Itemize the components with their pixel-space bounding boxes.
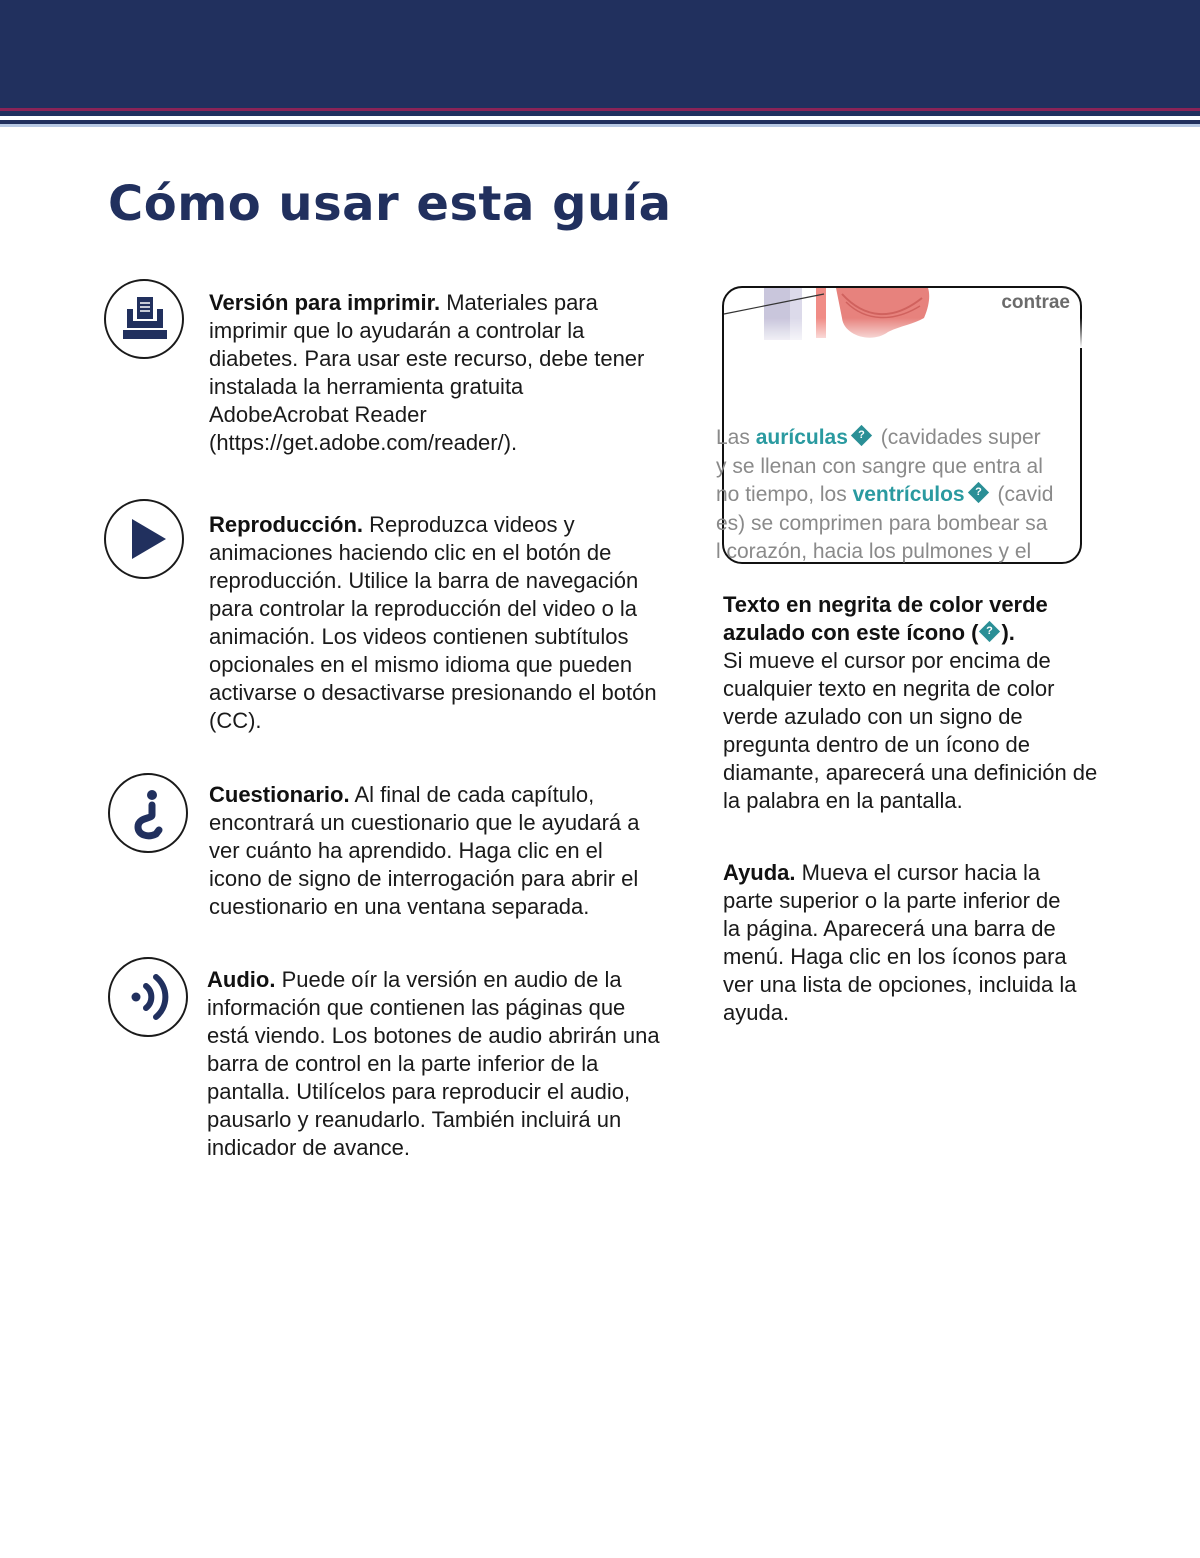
feature-playback-text: Reproduzca videos y animaciones haciendo clic en el botón de reproducción. Utilice la barra de navegación para controlar la reproducción del video o la animación. Los videos contienen subtítulos opcionales en el mismo idioma que pueden activarse o desactivarse presionando el botón (CC). — [209, 512, 657, 733]
feature-help-label: Ayuda. — [723, 860, 796, 885]
feature-playback — [209, 511, 659, 735]
feature-print — [209, 289, 659, 457]
feature-audio-text: Puede oír la versión en audio de la información que contienen las páginas que está viendo. Los botones de audio abrirán una barra de control en la parte inferior de la pantalla. Utilícelos para reproducir el audio, pausarlo y reanudarlo. También incluirá un indicador de avance. — [207, 967, 660, 1160]
glossary-label-line-1: Texto en negrita de color verde — [723, 592, 1048, 617]
glossary-label-line-2: azulado con este ícono ( ? ). — [723, 620, 1015, 645]
feature-quiz-label: Cuestionario. — [209, 782, 350, 807]
preview-line-5: l corazón, hacia los pulmones y el — [716, 540, 1032, 563]
preview-line-1-pre: Las — [716, 426, 756, 449]
play-icon[interactable] — [104, 499, 184, 579]
printer-icon[interactable] — [104, 279, 184, 359]
glossary-preview-image — [716, 286, 1082, 564]
glossary-diamond-icon: ? — [979, 621, 1000, 642]
feature-audio-label: Audio. — [207, 967, 276, 992]
audio-icon[interactable] — [108, 957, 188, 1037]
preview-line-3 — [716, 481, 1136, 510]
feature-help — [723, 859, 1083, 1027]
glossary-text: Si mueve el cursor por encima de cualquier texto en negrita de color verde azulado con un signo de pregunta dentro de un ícono de diamante, aparecerá una definición de la palabra en la pantalla. — [723, 648, 1098, 813]
term-auriculas[interactable]: aurículas — [755, 426, 848, 449]
feature-playback-label: Reproducción. — [209, 512, 364, 537]
preview-line-3-pre: no tiempo, los — [716, 483, 853, 506]
feature-quiz — [209, 781, 659, 921]
header-stripe-light-blue — [0, 124, 1200, 127]
preview-line-1-post: (cavidades super — [874, 426, 1041, 449]
preview-line-3-post: (cavid — [991, 483, 1054, 506]
term-info-diamond-icon[interactable]: ? — [968, 482, 989, 503]
feature-quiz-text: Al final de cada capítulo, encontrará un cuestionario que le ayudará a ver cuánto ha aprendido. Haga clic en el icono de signo de interrogación para abrir el cuestionario en una ventana separada. — [209, 782, 640, 919]
term-info-diamond-icon[interactable]: ? — [851, 425, 872, 446]
feature-print-text: Materiales para imprimir que lo ayudarán a controlar la diabetes. Para usar este recurso, debe tener instalada la herramienta gratuita AdobeAcrobat Reader (https://get.adobe.com/reader/). — [209, 290, 645, 455]
feature-print-label: Versión para imprimir. — [209, 290, 441, 315]
question-mark-icon[interactable] — [108, 773, 188, 853]
feature-audio — [207, 966, 662, 1162]
page-title: Cómo usar esta guía — [108, 176, 672, 232]
preview-line-2: y se llenan con sangre que entra al — [716, 454, 1043, 478]
header-banner — [0, 0, 1200, 108]
preview-text — [716, 424, 1136, 567]
preview-line-4: es) se comprimen para bombear sa — [716, 511, 1048, 535]
preview-label: contrae — [1001, 292, 1070, 313]
preview-line-1 — [716, 424, 1136, 453]
glossary-description — [723, 591, 1098, 815]
term-ventriculos[interactable]: ventrículos — [852, 483, 965, 506]
feature-help-text: Mueva el cursor hacia la parte superior o la parte inferior de la página. Aparecerá una barra de menú. Haga clic en los íconos para ver una lista de opciones, incluida la ayuda. — [723, 860, 1077, 1025]
